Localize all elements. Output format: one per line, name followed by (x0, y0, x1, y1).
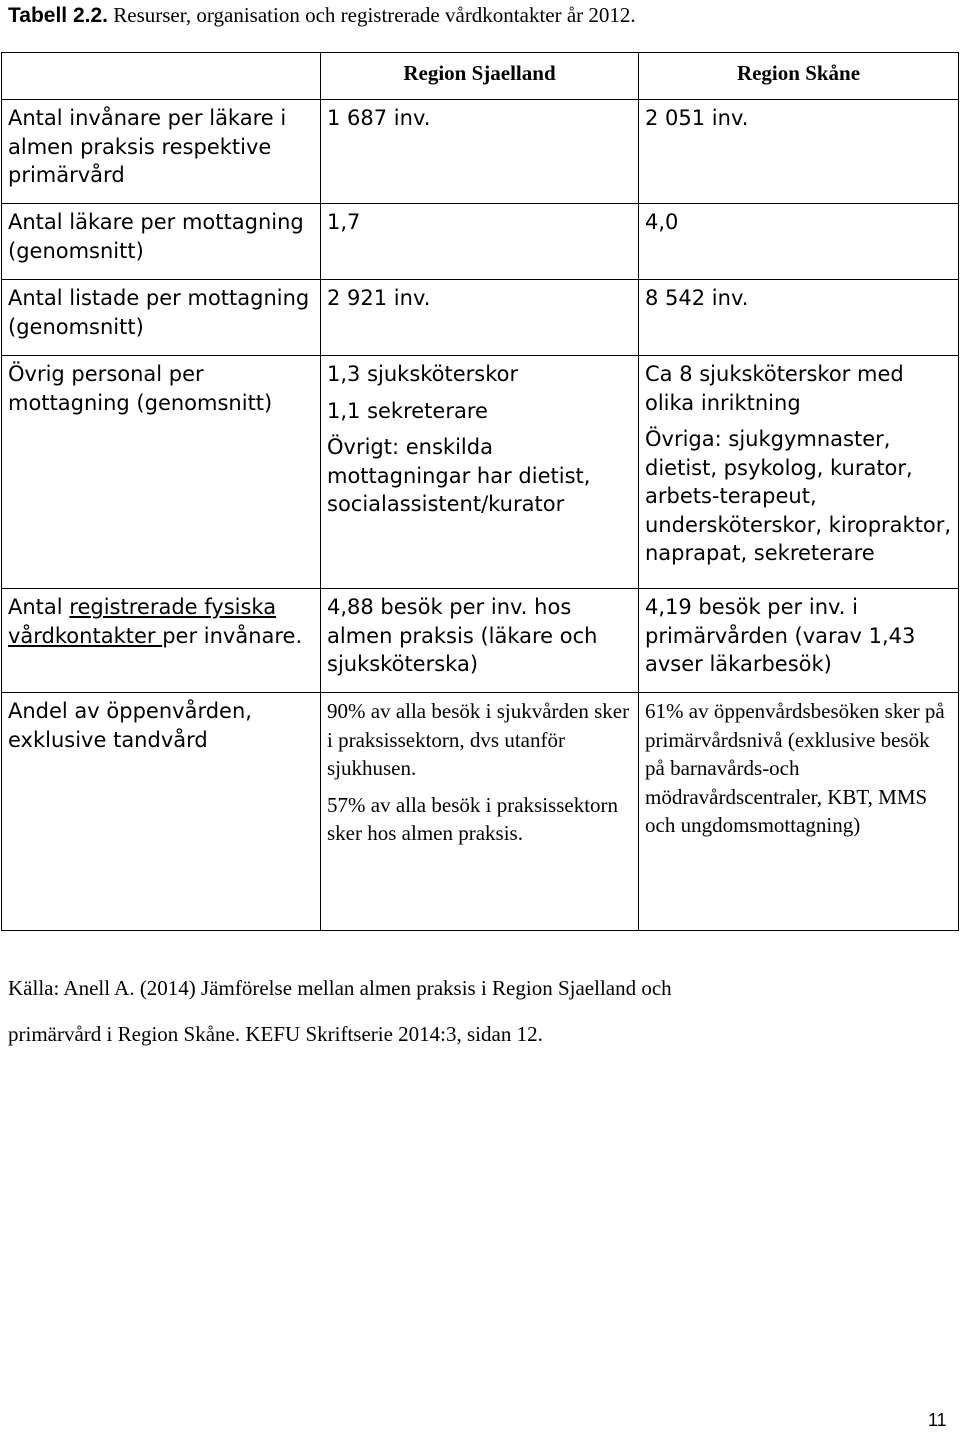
cell-paragraph: 90% av alla besök i sjukvården sker i praksissektorn, dvs utanför sjukhusen. (327, 699, 630, 780)
row-label (2, 589, 321, 693)
page-number: 11 (928, 1410, 947, 1430)
cell-sjaelland (321, 280, 639, 356)
row-label: Andel av öppenvården, exklusive tandvård (2, 693, 321, 931)
row-label: Antal listade per mottagning (genomsnitt) (2, 280, 321, 356)
cell-paragraph: 61% av öppenvårdsbesöken sker på primärvårdsnivå (exklusive besök på barnavårds-och mödravårdscentraler, KBT, MMS och ungdomsmottagning) (645, 699, 945, 837)
source-line-2: primärvård i Region Skåne. KEFU Skriftserie 2014:3, sidan 12. (8, 1022, 543, 1046)
cell-paragraph: 57% av alla besök i praksissektorn sker hos almen praksis. (327, 792, 619, 845)
row-label-part: Antal (8, 595, 70, 619)
table-title (8, 2, 636, 29)
cell-paragraph: 2 051 inv. (645, 106, 749, 130)
header-region-skane: Region Skåne (639, 53, 959, 100)
cell-skane (639, 356, 959, 589)
cell-skane (639, 280, 959, 356)
header-row (2, 53, 959, 100)
cell-paragraph: 4,0 (645, 210, 679, 234)
row-label: Övrig personal per mottagning (genomsnitt) (2, 356, 321, 589)
table-title-text: Resurser, organisation och registrerade vårdkontakter år 2012. (113, 3, 636, 27)
table-row (2, 204, 959, 280)
source-line-1: Källa: Anell A. (2014) Jämförelse mellan almen praksis i Region Sjaelland och (8, 976, 672, 1000)
cell-paragraph: 2 921 inv. (327, 286, 431, 310)
table-row (2, 356, 959, 589)
table-row (2, 693, 959, 931)
row-label: Antal invånare per läkare i almen praksis respektive primärvård (2, 100, 321, 204)
cell-sjaelland (321, 204, 639, 280)
cell-sjaelland (321, 356, 639, 589)
resources-table (1, 52, 959, 931)
cell-paragraph: 4,19 besök per inv. i primärvården (varav 1,43 avser läkarbesök) (645, 595, 916, 676)
table-row (2, 280, 959, 356)
cell-skane (639, 589, 959, 693)
cell-paragraph: 8 542 inv. (645, 286, 749, 310)
cell-sjaelland (321, 589, 639, 693)
cell-paragraph: 1 687 inv. (327, 106, 431, 130)
cell-skane (639, 693, 959, 931)
table-row (2, 100, 959, 204)
cell-sjaelland (321, 100, 639, 204)
header-region-sjaelland: Region Sjaelland (321, 53, 639, 100)
cell-skane (639, 204, 959, 280)
row-label-underlined: registrerade fysiska vårdkontakter (8, 595, 277, 648)
cell-paragraph: 1,3 sjuksköterskor (327, 362, 519, 386)
cell-sjaelland (321, 693, 639, 931)
cell-paragraph: 4,88 besök per inv. hos almen praksis (läkare och sjuksköterska) (327, 595, 598, 676)
cell-paragraph: Övrigt: enskilda mottagningar har dietist, socialassistent/kurator (327, 435, 591, 516)
cell-skane (639, 100, 959, 204)
row-label: Antal läkare per mottagning (genomsnitt) (2, 204, 321, 280)
cell-paragraph: 1,1 sekreterare (327, 398, 488, 423)
cell-paragraph: 1,7 (327, 210, 361, 234)
cell-paragraph: Övriga: sjukgymnaster, dietist, psykolog, kurator, arbets-terapeut, undersköterskor, kiropraktor, naprapat, sekreterare (645, 427, 952, 565)
header-empty-cell (2, 53, 321, 100)
table-row (2, 589, 959, 693)
table-number: Tabell 2.2. (8, 4, 108, 27)
cell-paragraph: Ca 8 sjuksköterskor med olika inriktning (645, 362, 904, 415)
row-label-part: per invånare. (162, 623, 303, 648)
